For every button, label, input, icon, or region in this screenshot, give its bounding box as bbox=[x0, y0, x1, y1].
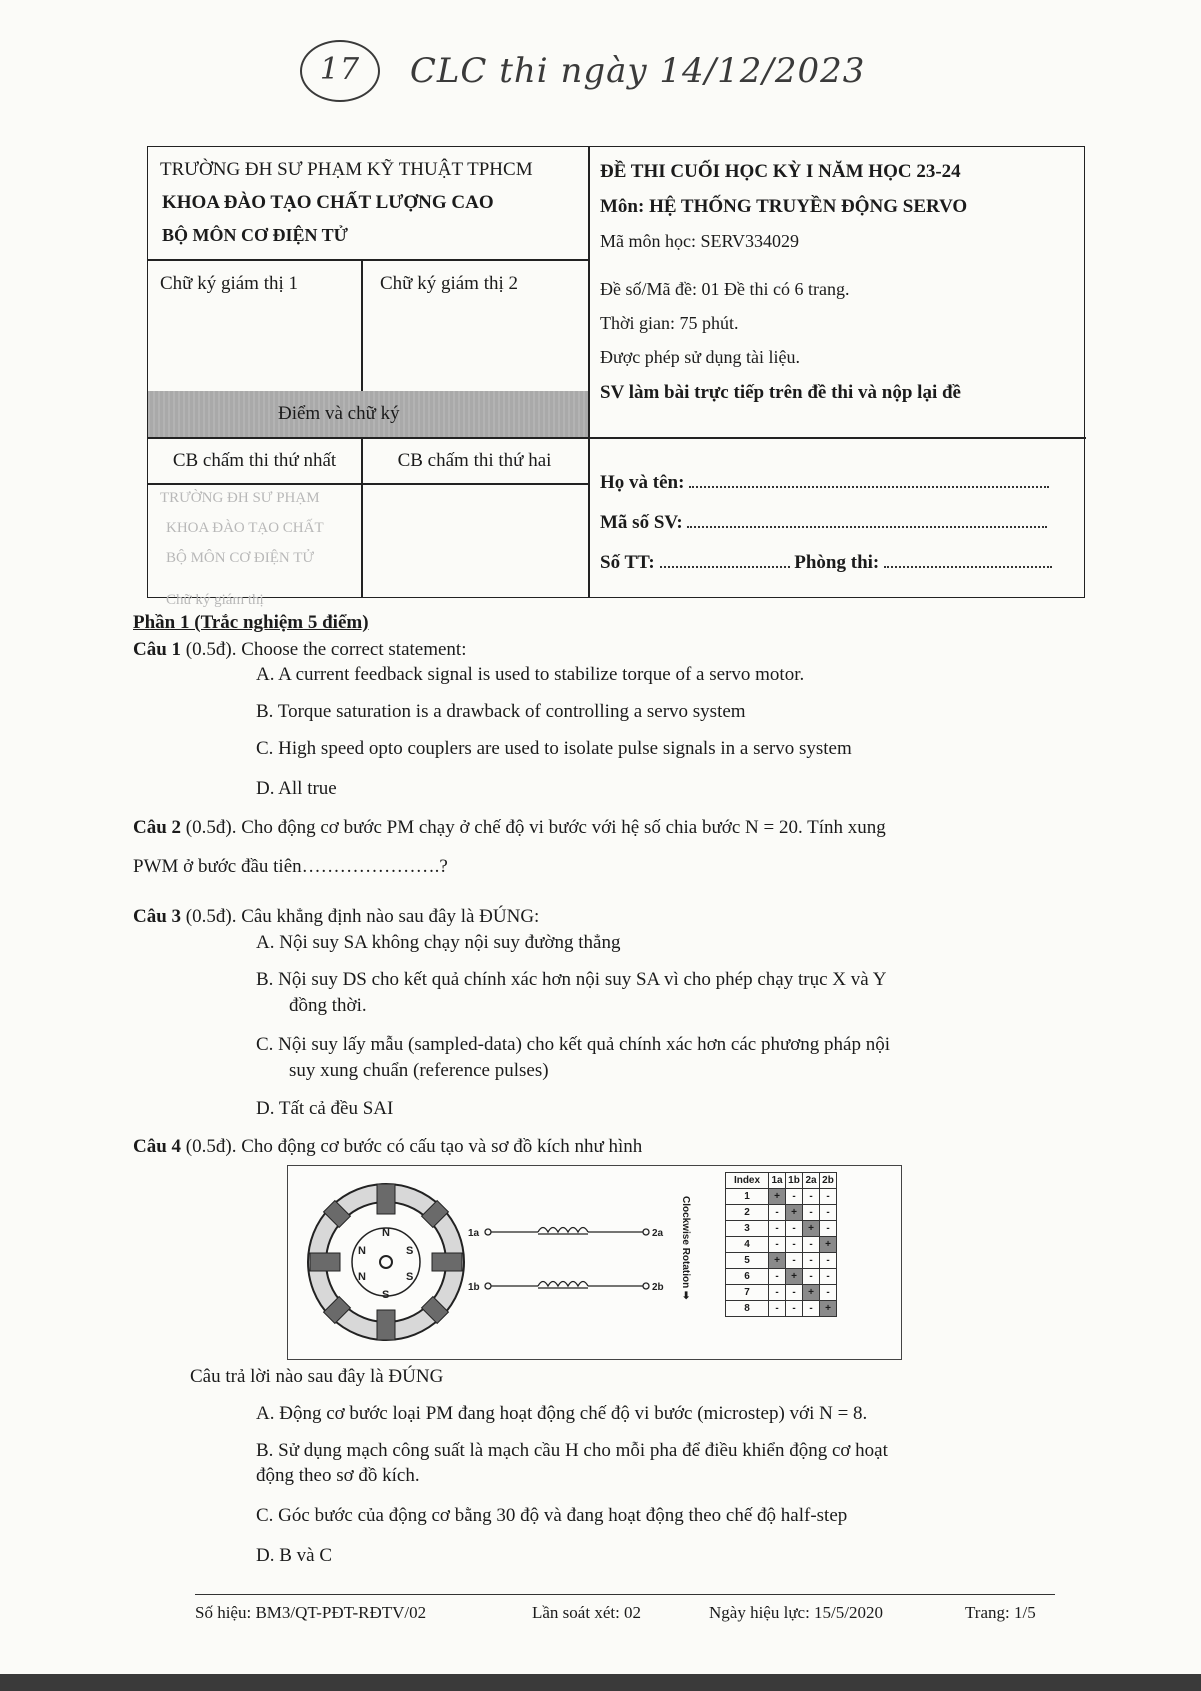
q1-option-a[interactable]: A. A current feedback signal is used to stabilize torque of a servo motor. bbox=[256, 664, 805, 685]
excitation-row bbox=[726, 1253, 837, 1269]
excitation-row bbox=[726, 1205, 837, 1221]
excitation-cell: - bbox=[803, 1205, 820, 1221]
pole-label-1: N bbox=[382, 1227, 390, 1239]
bleed-through-1: TRƯỜNG ĐH SƯ PHẠM bbox=[160, 490, 320, 506]
handwritten-number: 17 bbox=[300, 40, 380, 102]
q3-option-c-cont: suy xung chuẩn (reference pulses) bbox=[289, 1060, 549, 1081]
excitation-row bbox=[726, 1301, 837, 1317]
coil-a-right-label: 2a bbox=[652, 1228, 664, 1239]
rotation-direction-label: Clockwise Rotation ➡ bbox=[680, 1196, 691, 1300]
subject-name: Môn: HỆ THỐNG TRUYỀN ĐỘNG SERVO bbox=[600, 196, 968, 217]
question-3 bbox=[133, 906, 539, 928]
q4-option-b[interactable]: B. Sử dụng mạch công suất là mạch cầu H cho mỗi pha để điều khiển động cơ hoạt bbox=[256, 1440, 888, 1461]
excitation-cell: - bbox=[786, 1221, 803, 1237]
excitation-cell: - bbox=[803, 1301, 820, 1317]
coil-a-left-label: 1a bbox=[468, 1228, 480, 1239]
excitation-cell: 8 bbox=[726, 1301, 769, 1317]
proctor2-signature-label: Chữ ký giám thị 2 bbox=[380, 273, 519, 294]
footer-revision: Lần soát xét: 02 bbox=[532, 1603, 642, 1622]
q3-option-c[interactable]: C. Nội suy lấy mẫu (sampled-data) cho kết quả chính xác hơn các phương pháp nội bbox=[256, 1034, 890, 1055]
coil-b-right-label: 2b bbox=[652, 1282, 664, 1293]
department-name: BỘ MÔN CƠ ĐIỆN TỬ bbox=[162, 225, 349, 245]
exam-room-blank[interactable] bbox=[884, 552, 1052, 568]
student-name-field[interactable] bbox=[600, 472, 1049, 494]
question-4-prompt: Câu trả lời nào sau đây là ĐÚNG bbox=[190, 1366, 444, 1387]
order-number-blank[interactable] bbox=[660, 552, 790, 568]
excitation-cell: + bbox=[769, 1253, 786, 1269]
q4-option-b-cont: động theo sơ đồ kích. bbox=[256, 1465, 420, 1486]
excitation-row bbox=[726, 1269, 837, 1285]
question-1 bbox=[133, 639, 466, 661]
excitation-cell: + bbox=[786, 1269, 803, 1285]
exam-number: Đề số/Mã đề: 01 Đề thi có 6 trang. bbox=[600, 279, 850, 299]
grade-band-label: Điểm và chữ ký bbox=[278, 403, 400, 424]
pole-label-3: N bbox=[358, 1245, 366, 1257]
excitation-cell: - bbox=[786, 1285, 803, 1301]
exam-room-label: Phòng thi: bbox=[794, 552, 880, 573]
excitation-row bbox=[726, 1237, 837, 1253]
coil-a bbox=[485, 1228, 649, 1236]
bleed-through-2: KHOA ĐÀO TẠO CHẤT bbox=[166, 520, 324, 536]
exam-header-table bbox=[147, 146, 1085, 608]
q1-option-d[interactable]: D. All true bbox=[256, 778, 337, 799]
exam-instruction: SV làm bài trực tiếp trên đề thi và nộp lại đề bbox=[600, 382, 961, 403]
excitation-cell: - bbox=[769, 1237, 786, 1253]
student-name-label: Họ và tên: bbox=[600, 472, 685, 493]
excitation-cell: + bbox=[803, 1285, 820, 1301]
excitation-cell: - bbox=[820, 1205, 837, 1221]
q3-option-d[interactable]: D. Tất cả đều SAI bbox=[256, 1098, 394, 1119]
excitation-cell: - bbox=[820, 1285, 837, 1301]
excitation-header-1a: 1a bbox=[769, 1173, 786, 1189]
excitation-cell: - bbox=[769, 1269, 786, 1285]
excitation-cell: + bbox=[769, 1189, 786, 1205]
excitation-cell: - bbox=[769, 1221, 786, 1237]
grader2-label: CB chấm thi thứ hai bbox=[397, 450, 552, 471]
excitation-cell: 3 bbox=[726, 1221, 769, 1237]
question-2-text: (0.5đ). Cho động cơ bước PM chạy ở chế độ vi bước với hệ số chia bước N = 20. Tính xung bbox=[181, 817, 886, 838]
excitation-row bbox=[726, 1221, 837, 1237]
handwritten-note bbox=[300, 40, 865, 102]
stepper-motor-figure bbox=[287, 1165, 902, 1360]
pole-label-6: S bbox=[406, 1271, 414, 1283]
order-room-field[interactable] bbox=[600, 552, 1052, 574]
question-4-label: Câu 4 bbox=[133, 1136, 182, 1157]
order-number-label: Số TT: bbox=[600, 552, 655, 573]
excitation-cell: - bbox=[820, 1189, 837, 1205]
question-4-text: (0.5đ). Cho động cơ bước có cấu tạo và sơ đồ kích như hình bbox=[181, 1136, 643, 1157]
excitation-cell: - bbox=[820, 1269, 837, 1285]
excitation-cell: - bbox=[820, 1221, 837, 1237]
excitation-cell: - bbox=[769, 1285, 786, 1301]
page-footer bbox=[195, 1594, 1055, 1622]
q1-option-b[interactable]: B. Torque saturation is a drawback of controlling a servo system bbox=[256, 701, 746, 722]
excitation-cell: 5 bbox=[726, 1253, 769, 1269]
footer-page-number: Trang: 1/5 bbox=[965, 1603, 1036, 1622]
excitation-cell: 1 bbox=[726, 1189, 769, 1205]
excitation-table bbox=[725, 1172, 837, 1317]
excitation-cell: + bbox=[786, 1205, 803, 1221]
coil-wiring-diagram bbox=[466, 1202, 676, 1322]
school-name: TRƯỜNG ĐH SƯ PHẠM KỸ THUẬT TPHCM bbox=[160, 159, 533, 180]
q4-option-c[interactable]: C. Góc bước của động cơ bằng 30 độ và đang hoạt động theo chế độ half-step bbox=[256, 1505, 848, 1526]
q3-option-b[interactable]: B. Nội suy DS cho kết quả chính xác hơn nội suy SA vì cho phép chạy trục X và Y bbox=[256, 969, 887, 990]
subject-code: Mã môn học: SERV334029 bbox=[600, 231, 800, 251]
footer-form-code: Số hiệu: BM3/QT-PĐT-RĐTV/02 bbox=[195, 1603, 427, 1622]
part1-title: Phần 1 (Trắc nghiệm 5 điểm) bbox=[133, 612, 369, 633]
exam-title: ĐỀ THI CUỐI HỌC KỲ I NĂM HỌC 23-24 bbox=[600, 161, 961, 182]
pole-label-2: S bbox=[382, 1289, 390, 1301]
q4-option-a[interactable]: A. Động cơ bước loại PM đang hoạt động chế độ vi bước (microstep) với N = 8. bbox=[256, 1403, 868, 1424]
materials-allowed: Được phép sử dụng tài liệu. bbox=[600, 347, 800, 367]
scan-edge bbox=[0, 1674, 1201, 1691]
question-3-text: (0.5đ). Câu khẳng định nào sau đây là ĐÚNG: bbox=[181, 906, 540, 927]
q1-option-c[interactable]: C. High speed opto couplers are used to isolate pulse signals in a servo system bbox=[256, 738, 852, 759]
excitation-cell: - bbox=[769, 1205, 786, 1221]
pole-label-5: N bbox=[358, 1271, 366, 1283]
faculty-name: KHOA ĐÀO TẠO CHẤT LƯỢNG CAO bbox=[162, 192, 494, 213]
excitation-cell: 6 bbox=[726, 1269, 769, 1285]
student-id-blank[interactable] bbox=[687, 512, 1047, 528]
question-1-text: (0.5đ). Choose the correct statement: bbox=[181, 639, 467, 660]
question-1-label: Câu 1 bbox=[133, 639, 182, 660]
excitation-cell: - bbox=[803, 1189, 820, 1205]
rotation-label-text: Clockwise Rotation bbox=[680, 1196, 691, 1289]
excitation-cell: - bbox=[803, 1253, 820, 1269]
coil-b-left-label: 1b bbox=[468, 1282, 480, 1293]
stepper-motor-diagram bbox=[296, 1170, 476, 1355]
excitation-cell: - bbox=[786, 1189, 803, 1205]
bleed-through-3: BỘ MÔN CƠ ĐIỆN TỬ bbox=[166, 550, 315, 566]
excitation-cell: - bbox=[820, 1253, 837, 1269]
excitation-cell: - bbox=[786, 1301, 803, 1317]
bleed-through-4: Chữ ký giám thị bbox=[166, 592, 264, 608]
student-id-field[interactable] bbox=[600, 512, 1047, 534]
excitation-cell: + bbox=[820, 1237, 837, 1253]
excitation-row bbox=[726, 1189, 837, 1205]
coil-b bbox=[485, 1282, 649, 1290]
proctor1-signature-label: Chữ ký giám thị 1 bbox=[160, 273, 299, 294]
footer-effective-date: Ngày hiệu lực: 15/5/2020 bbox=[709, 1603, 883, 1622]
excitation-table-body bbox=[726, 1189, 837, 1317]
excitation-header-1b: 1b bbox=[786, 1173, 803, 1189]
question-4 bbox=[133, 1136, 642, 1158]
question-2-label: Câu 2 bbox=[133, 817, 182, 838]
excitation-cell: 2 bbox=[726, 1205, 769, 1221]
excitation-cell: - bbox=[803, 1269, 820, 1285]
excitation-header-index: Index bbox=[726, 1173, 769, 1189]
excitation-cell: 7 bbox=[726, 1285, 769, 1301]
excitation-cell: + bbox=[803, 1221, 820, 1237]
excitation-header-2b: 2b bbox=[820, 1173, 837, 1189]
excitation-header-2a: 2a bbox=[803, 1173, 820, 1189]
student-id-label: Mã số SV: bbox=[600, 512, 683, 533]
q3-option-a[interactable]: A. Nội suy SA không chạy nội suy đường thẳng bbox=[256, 932, 621, 953]
question-2 bbox=[133, 817, 886, 839]
excitation-cell: - bbox=[786, 1253, 803, 1269]
student-name-blank[interactable] bbox=[689, 472, 1049, 488]
excitation-cell: - bbox=[786, 1237, 803, 1253]
handwritten-date: CLC thi ngày 14/12/2023 bbox=[409, 51, 866, 91]
excitation-cell: - bbox=[769, 1301, 786, 1317]
grader1-label: CB chấm thi thứ nhất bbox=[172, 450, 337, 471]
pole-label-4: S bbox=[406, 1245, 414, 1257]
excitation-table-header bbox=[726, 1173, 837, 1189]
exam-duration: Thời gian: 75 phút. bbox=[600, 313, 739, 333]
excitation-cell: 4 bbox=[726, 1237, 769, 1253]
question-3-label: Câu 3 bbox=[133, 906, 182, 927]
excitation-cell: - bbox=[803, 1237, 820, 1253]
excitation-cell: + bbox=[820, 1301, 837, 1317]
q4-option-d[interactable]: D. B và C bbox=[256, 1545, 332, 1566]
q3-option-b-cont: đồng thời. bbox=[289, 995, 367, 1016]
question-2-line2: PWM ở bước đầu tiên………………….? bbox=[133, 856, 448, 877]
excitation-row bbox=[726, 1285, 837, 1301]
